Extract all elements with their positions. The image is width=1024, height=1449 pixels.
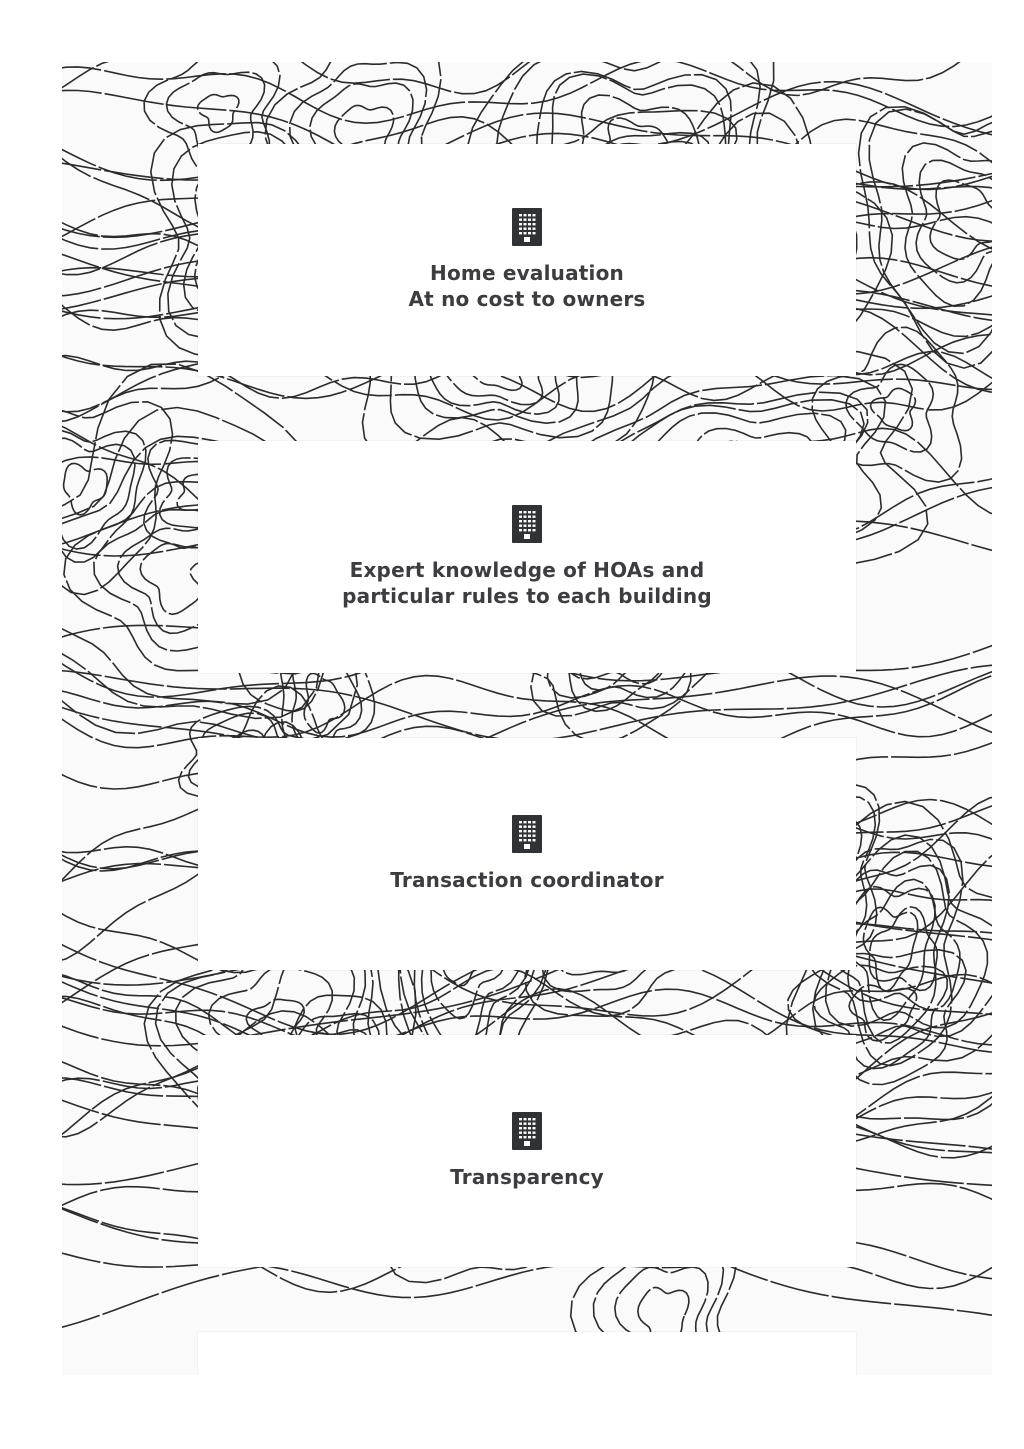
contour-line	[62, 62, 992, 98]
contour-line	[863, 907, 917, 991]
feature-label: Transparency	[450, 1165, 604, 1189]
contour-line	[62, 438, 135, 549]
feature-card-home-evaluation	[198, 144, 856, 376]
feature-label: Expert knowledge of HOAs and particular rules to each building	[342, 558, 712, 608]
building-icon	[512, 505, 542, 543]
contour-line	[902, 143, 992, 306]
building-icon	[512, 1112, 542, 1150]
building-icon	[512, 815, 542, 853]
topographic-background-panel	[62, 62, 992, 1375]
feature-card-transaction-coordinator	[198, 738, 856, 970]
contour-line	[916, 160, 992, 282]
contour-line	[198, 95, 239, 133]
contour-line	[62, 686, 992, 738]
feature-label: Home evaluation At no cost to owners	[408, 261, 646, 311]
feature-card-transparency	[198, 1035, 856, 1267]
feature-label: Transaction coordinator	[390, 868, 664, 892]
feature-card-hoa-knowledge	[198, 441, 856, 673]
contour-line	[869, 907, 937, 991]
building-icon	[512, 208, 542, 246]
contour-line	[64, 463, 108, 515]
feature-card-partial	[198, 1332, 856, 1375]
